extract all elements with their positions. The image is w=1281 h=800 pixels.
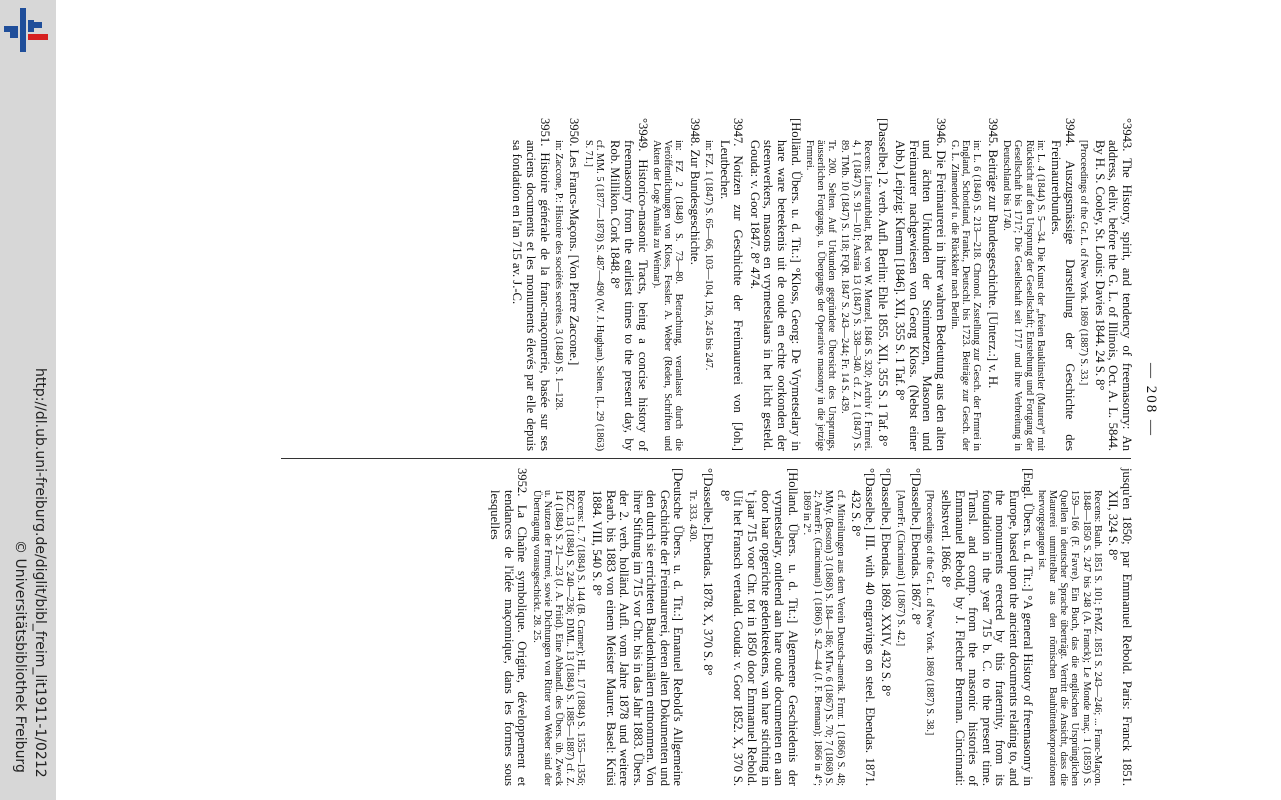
bibliography-entry: °[Dasselbe.] Ebendas. 1878. X, 370 S. 8°	[701, 468, 716, 676]
bibliography-note: Tr. 200. Selten. Auf Urkunden gegründete Übersicht des Ursprungs, äusserlichen Fortgangs, u. Übergangs der Operative masonry in die jetzige Frmrei.	[803, 140, 838, 451]
column-divider	[281, 458, 1131, 459]
bibliography-entry: [Dasselbe.] 2. verb. Aufl. Berlin: Ehle 1855. XII, 355 S. 1 Taf. 8°	[876, 118, 891, 447]
bibliography-note: in: FZ 2 (1848) S. 73—80. Betrachtung, veranlasst durch die Veröffentlichungen von Kloss, Fessler. A. Weber (Reden, Schriften und Akten der Loge Amalia zu Weimar).	[650, 140, 685, 451]
bibliography-entry: [Engl. Übers. u. d. Tit.:] °A general History of freemasonry in Europe, based upon the ancient documents relating to, and the monuments erected by this fraternity, from its foundation in the year 715 b. C. to the present time. Transl. and comp. from the masonic histories of Emmanuel Rebold, by J. Fletcher Brennan. Cincinnati: selbstverl. 1866. 8°	[939, 468, 1035, 786]
bibliography-entry: 3948. Zur Bundesgeschichte.	[687, 118, 702, 265]
bibliography-entry: °[Dasselbe.] III. with 40 engravings on steel. Ebendas. 1871. 432 S. 8°	[849, 468, 877, 786]
sidebar	[0, 0, 56, 800]
bibliography-entry: [Deutsche Übers. u. d. Tit.:] Emanuel Rebold's Allgemeine Geschichte der Freimaurerei, deren alten Dokumenten und den durch sie errichteten Baudenkmälern entnommen. Von ihrer Stiftung im 715 vor Chr. bis in das Jahr 1883. Übers. der 2. verb. holländ. Aufl. vom Jahre 1878 und weitere Bearb. bis 1883 von einem Meister Maurer. Basel: Krüsi 1884. VIII, 540 S. 8°	[589, 468, 686, 786]
bibliography-note: cf. MM. 5 (1877—1878) S. 487—490 (W. J. Hughan). Selten. [L. 29 (1863) S. 71.]	[582, 140, 605, 451]
bibliography-entry: °3943. The History, spirit, and tendency of freemasonry: An address, deliv. before the G. L. of Illinois, Oct. A. L. 5844. By H. S. Cooley, St. Louis: Davies 1844. 24 S. 8°	[1092, 118, 1134, 451]
bibliography-entry: [Holländ. Übers. u. d. Tit.:] °Kloss, Georg: De Vrymetselary in hare ware beteekenis uit de oude en echte oorkonden der steenwerkers, masons en vrymetselaars in het licht gesteld. Gouda: v. Goor 1847. 8° 474.	[747, 118, 803, 451]
bibliography-note: [Proceedings of the Gr. L. of New York. 1869 (1887) S. 38.]	[924, 490, 936, 736]
bibliography-entry: 3950. Les Francs-Maçons. [Von Pierre Zaccone.]	[567, 118, 582, 366]
bibliography-entry: °[Dasselbe.] Ebendas. 1867. 8°	[909, 468, 924, 625]
page-number: — 208 —	[1143, 363, 1159, 437]
bibliography-entry: 3951. Histoire générale de la franc-maçonnerie, basée sur ses anciens documents et les monuments élevés par elle depuis sa fondation en l'an 715 av. J.-C.	[510, 118, 552, 451]
bibliography-note: Recens: L. 7 (1884) S. 144 (B. Cramer); HL. 17 (1884) S. 1355—1356; BZC. 13 (1884) S. 240—236; DIML. 13 (1884) S. 1885—1887) cf. Z. 14 (1884) S. 21—23 (J. A. Friid). Eine Abhandl. des Übers. üb. Zweck u. Nutzen der Frmrei, sowie Dichtungen von Ritter von Weber sind der Übertragung vorausgeschickt. 28. 25.	[530, 490, 587, 786]
bibliography-note: Recens: Literaturblatt, Red. von W. Menzel, 1846 S. 320; Archiv f. Frmrei. 4, 1 (1847) S. 91—101; Asträa 13 (1847) S. 338—340. cf. Z. 1 (1847) S. 89. TMb. 10 (1847) S. 118; FQR. 1847 S. 243—244; Fr. 14 S. 439.	[839, 140, 873, 451]
bibliography-entry: jusqu'en 1850; par Emmanuel Rebold. Paris: Franck 1851. XII, 324 S. 8°	[1106, 468, 1134, 786]
bibliography-entry: 3944. Auszugsmässige Darstellung der Geschichte des Freimaurerbundes.	[1049, 118, 1078, 451]
scanned-page	[56, 0, 1281, 800]
left-column	[507, 118, 1133, 451]
bibliography-entry: 3947. Notizen zur Geschichte der Freimaurerei von [Joh.] Leutbecher.	[717, 118, 746, 451]
bibliography-entry: °[Dasselbe.] Ebendas. 1869. XXIV, 432 S. 8°	[879, 468, 894, 697]
rotated-page-content	[56, 0, 1281, 800]
bibliography-note: [AmerFr. (Cincinnati) 1 (1867) S. 42.]	[894, 490, 906, 647]
bibliography-note: Tr. 333. 430.	[686, 490, 698, 542]
bibliography-entry: [Holland. Übers. u. d. Tit.:] Algemeene Geschiedenis der vrymetselary, ontleend aan hare oude documenten en aan door haar opgerichte gedenkteekens, van hare stichting in 't jaar 715 voor Chr. tot in 1850 door Emmanuel Rebold. Uit het Fransch vertaald. Gouda: v. Goor 1852. X, 370 S. 8°	[717, 468, 800, 786]
copyright-notice: © Universitätsbibliothek Freiburg	[12, 540, 28, 773]
bibliography-note: in: L. 6 (1846) S. 213—218. Chronol. Zsstellung zur Gesch. der Frmrei in England, Schottland, Frankr., Deutschl. bis 1723. Beiträge zur Gesch. der G. L. Zinnendorf u. die Rückkehr nach Berlin.	[949, 140, 983, 451]
bibliography-entry: 3945. Beiträge zur Bundesgeschichte. [Unterz.:] v. H.	[986, 118, 1001, 389]
bibliography-note: in: L. 4 (1844) S. 5—34. Die Kunst der „freien Bauklinstler (Maurer)“ mit Rücksicht auf den Ursprung der Gesellschaft; Entstehung und Fortgang der Gesellschaft bis 1717; Die Gesellschaft seit 1717 und ihre Verbreitung in Deutschland bis 1740.	[1001, 140, 1046, 451]
right-column	[485, 468, 1133, 786]
bibliography-note: in: FZ. 1 (1847) S. 65—66, 103—104, 126, 245 bis 247.	[703, 140, 715, 371]
bibliography-note: in: Zaccone, P.: Histoire des sociétés secrètes. 3 (1848) S. 1—128.	[552, 140, 564, 411]
library-logo-icon	[4, 8, 48, 52]
bibliography-entry: 3946. Die Freimaurerei in ihrer wahren Bedeutung aus den alten und ächten Urkunden der Steinmetzen, Masonen und Freimaurer nachgewiesen von Georg Kloss. (Nebst einer Abb.) Leipzig: Klemm [1846]. XII, 355 S. 1 Taf. 8°	[893, 118, 948, 451]
bibliography-entry: °3949. Historico-masonic Tracts, being a concise history of freemasonry from the earliest times to the present day, by Rob. Millikon. Cork 1848. 8°	[608, 118, 650, 451]
bibliography-note: cf. Mitteilungen aus dem Verein Deutsch-amerik. Frmr. 1 (1866) S. 48; MMy. (Boston) 3 (1868) S. 184—186; MTw. 6 (1867) S. 70; 7 (1868) S. 2; AmerFr. (Cincinnati) 1 (1866) S. 42—44 (J. F. Brennan); 1866 in 4°; 1869 in 2°.	[801, 490, 846, 786]
document-url[interactable]: http://dl.ub.uni-freiburg.de/diglit/bibl_freim_lit1911-1/0212	[32, 368, 48, 778]
bibliography-note: Recens: Bauh. 1851 S. 101; FrMZ. 1851 S. 243—246; ... Franc-Maçon. 1848—1850 S. 247 bis 248 (A. Franck); Le Monde maç. 1 (1859) S. 159—166 (F. Favre). Ein Buch, das die englischen Ursprünglichen Quellen in deutscher Sprache überträgt. Vertritt die Ansicht, dass die Maurerei unmittelbar aus den römischen Bauhüttenkorporationen hervorgegangen ist.	[1035, 490, 1103, 786]
bibliography-entry: 3952. La Chaîne symbolique. Origine, développement et tendances de l'idée maçonnique, dans les formes sous lesquelles	[488, 468, 530, 786]
bibliography-note: [Proceedings of the Gr. L. of New York. 1869 (1887) S. 33.]	[1078, 140, 1090, 386]
